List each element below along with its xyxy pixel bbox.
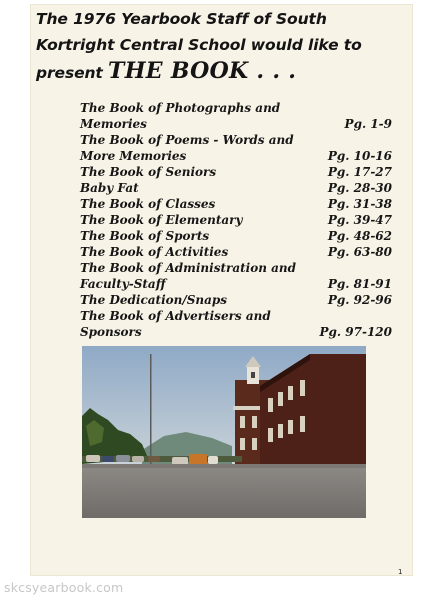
toc-entry-title: The Book of Elementary [80, 213, 243, 227]
toc-entry-pages: Pg. 31-38 [327, 197, 392, 211]
toc-entry-title: Baby Fat [80, 181, 139, 195]
headline-line-1: The 1976 Yearbook Staff of South [36, 10, 327, 28]
toc-entry-title: The Dedication/Snaps [80, 293, 228, 307]
toc-entry [80, 180, 392, 196]
table-of-contents [80, 100, 392, 340]
yearbook-page [30, 4, 413, 576]
toc-entry-title: The Book of Seniors [80, 165, 217, 179]
toc-entry [80, 196, 392, 212]
headline-line-2: Kortright Central School would like to [36, 36, 362, 54]
toc-entry-pages: Pg. 63-80 [327, 245, 392, 259]
page-number: 1 [398, 568, 403, 576]
headline-line-3 [36, 58, 408, 86]
toc-entry [80, 100, 392, 132]
toc-entry [80, 228, 392, 244]
toc-entry [80, 260, 392, 292]
toc-entry-title: The Book of Photographs and Memories [80, 101, 281, 131]
toc-entry [80, 308, 392, 340]
toc-entry-title: The Book of Sports [80, 229, 210, 243]
toc-entry-pages: Pg. 28-30 [327, 181, 392, 195]
toc-entry-pages: Pg. 97-120 [319, 325, 392, 339]
school-building-photo [82, 346, 366, 518]
book-title: THE BOOK . . . [108, 58, 297, 84]
toc-entry-title: The Book of Activities [80, 245, 229, 259]
toc-entry-title: The Book of Administration and Faculty-Staff [80, 261, 296, 291]
toc-entry-pages: Pg. 92-96 [327, 293, 392, 307]
toc-entry-title: The Book of Classes [80, 197, 216, 211]
headline-lead: present [36, 64, 103, 82]
toc-entry [80, 164, 392, 180]
site-watermark: skcsyearbook.com [4, 580, 124, 595]
toc-entry-pages: Pg. 1-9 [344, 117, 392, 131]
toc-entry [80, 244, 392, 260]
toc-entry-title: The Book of Poems - Words and More Memories [80, 133, 294, 163]
toc-entry-pages: Pg. 81-91 [327, 277, 392, 291]
toc-entry-pages: Pg. 39-47 [327, 213, 392, 227]
toc-entry-pages: Pg. 10-16 [327, 149, 392, 163]
toc-entry-title: The Book of Advertisers and Sponsors [80, 309, 271, 339]
toc-entry [80, 292, 392, 308]
toc-entry-pages: Pg. 48-62 [327, 229, 392, 243]
toc-entry [80, 132, 392, 164]
toc-entry [80, 212, 392, 228]
toc-entry-pages: Pg. 17-27 [327, 165, 392, 179]
page-headline [36, 6, 408, 86]
